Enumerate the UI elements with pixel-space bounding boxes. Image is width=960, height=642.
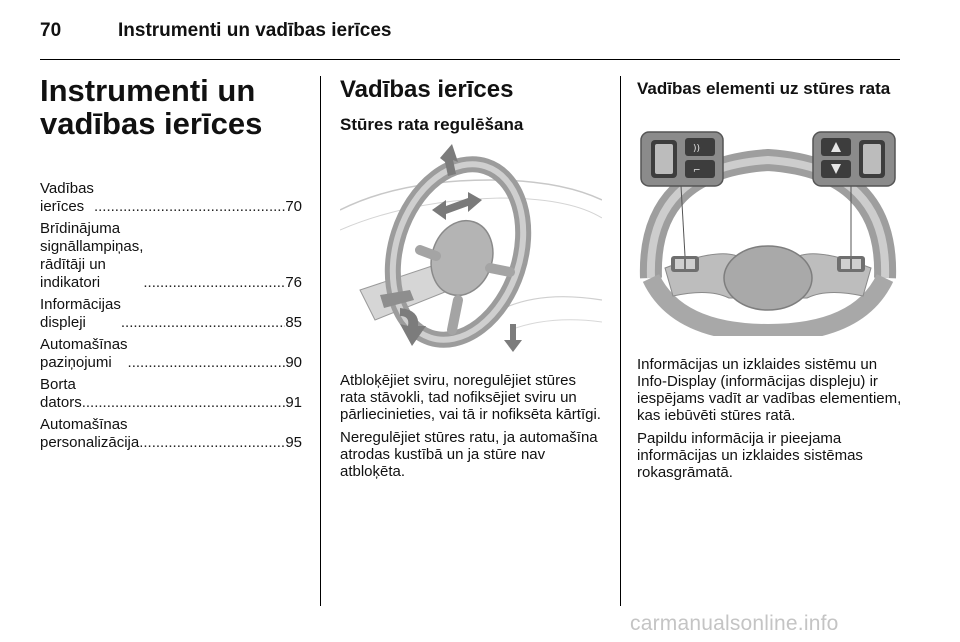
toc-entry-page: 90 <box>285 354 302 371</box>
steering-adjustment-text <box>340 372 602 486</box>
running-header-title: Instrumenti un vadības ierīces <box>118 20 392 41</box>
toc-entry-page: 95 <box>285 434 302 451</box>
toc-leader-dots <box>139 434 285 452</box>
paragraph: Papildu informācija ir pieejama informācijas un izklaides sistēmas rokasgrāmatā. <box>637 430 863 481</box>
table-of-contents <box>40 180 302 456</box>
chapter-title-line1: Instrumenti un <box>40 73 256 108</box>
steering-controls-text <box>637 356 907 487</box>
section-subtitle: Stūres rata regulēšana <box>340 115 524 134</box>
toc-entry-text: Vadības ierīces <box>40 180 94 215</box>
toc-entry-text: Automašīnas personalizācija <box>40 416 140 451</box>
toc-entry[interactable] <box>40 220 302 292</box>
paragraph: Neregulējiet stūres ratu, ja automašīna atrodas kustībā un ja stūre nav atbloķēta. <box>340 429 598 480</box>
svg-text:⌐: ⌐ <box>693 166 701 176</box>
toc-entry[interactable] <box>40 296 302 332</box>
column-divider-left <box>320 76 321 606</box>
paragraph: Atbloķējiet sviru, noregulējiet stūres rata stāvokli, tad nofiksējiet sviru un pārliecinieties, vai tā ir nofiksēta kārtīgi. <box>340 372 601 423</box>
toc-entry-text: Brīdinājuma signāllampiņas, rādītāji un indikatori <box>40 220 144 291</box>
toc-entry-text: Borta dators <box>40 376 82 411</box>
chapter-title <box>40 74 310 140</box>
toc-leader-dots <box>128 354 286 372</box>
chapter-title-line2: vadības ierīces <box>40 106 263 141</box>
paragraph: Informācijas un izklaides sistēmu un Info-Display (informācijas displeju) ir iespējams vadīt ar vadības elementiem, kas iebūvēti stūres ratā. <box>637 356 902 424</box>
column-divider-right <box>620 76 621 606</box>
toc-entry[interactable] <box>40 416 302 452</box>
toc-leader-dots <box>82 394 286 412</box>
steering-wheel-controls-drawing <box>637 128 899 336</box>
toc-entry-text: Informācijas displeji <box>40 296 121 331</box>
toc-entry-text: Automašīnas paziņojumi <box>40 336 128 371</box>
steering-wheel-controls-illustration <box>637 128 899 336</box>
header-divider <box>40 59 900 60</box>
watermark: carmanualsonline.info <box>630 612 839 635</box>
toc-entry-page: 76 <box>285 274 302 291</box>
toc-entry-page: 70 <box>285 198 302 215</box>
toc-entry-page: 91 <box>285 394 302 411</box>
steering-wheel-adjustment-drawing <box>340 140 602 355</box>
toc-leader-dots <box>94 198 285 216</box>
section-title: Vadības ierīces <box>340 76 514 103</box>
page-number: 70 <box>40 20 62 41</box>
toc-entry[interactable] <box>40 336 302 372</box>
toc-entry[interactable] <box>40 180 302 216</box>
toc-entry-page: 85 <box>285 314 302 331</box>
toc-leader-dots <box>143 274 285 292</box>
steering-controls-title: Vadības elementi uz stūres rata <box>637 79 891 98</box>
svg-text:)): )) <box>693 144 701 154</box>
toc-leader-dots <box>121 314 285 332</box>
steering-wheel-adjustment-illustration <box>340 140 602 355</box>
toc-entry[interactable] <box>40 376 302 412</box>
